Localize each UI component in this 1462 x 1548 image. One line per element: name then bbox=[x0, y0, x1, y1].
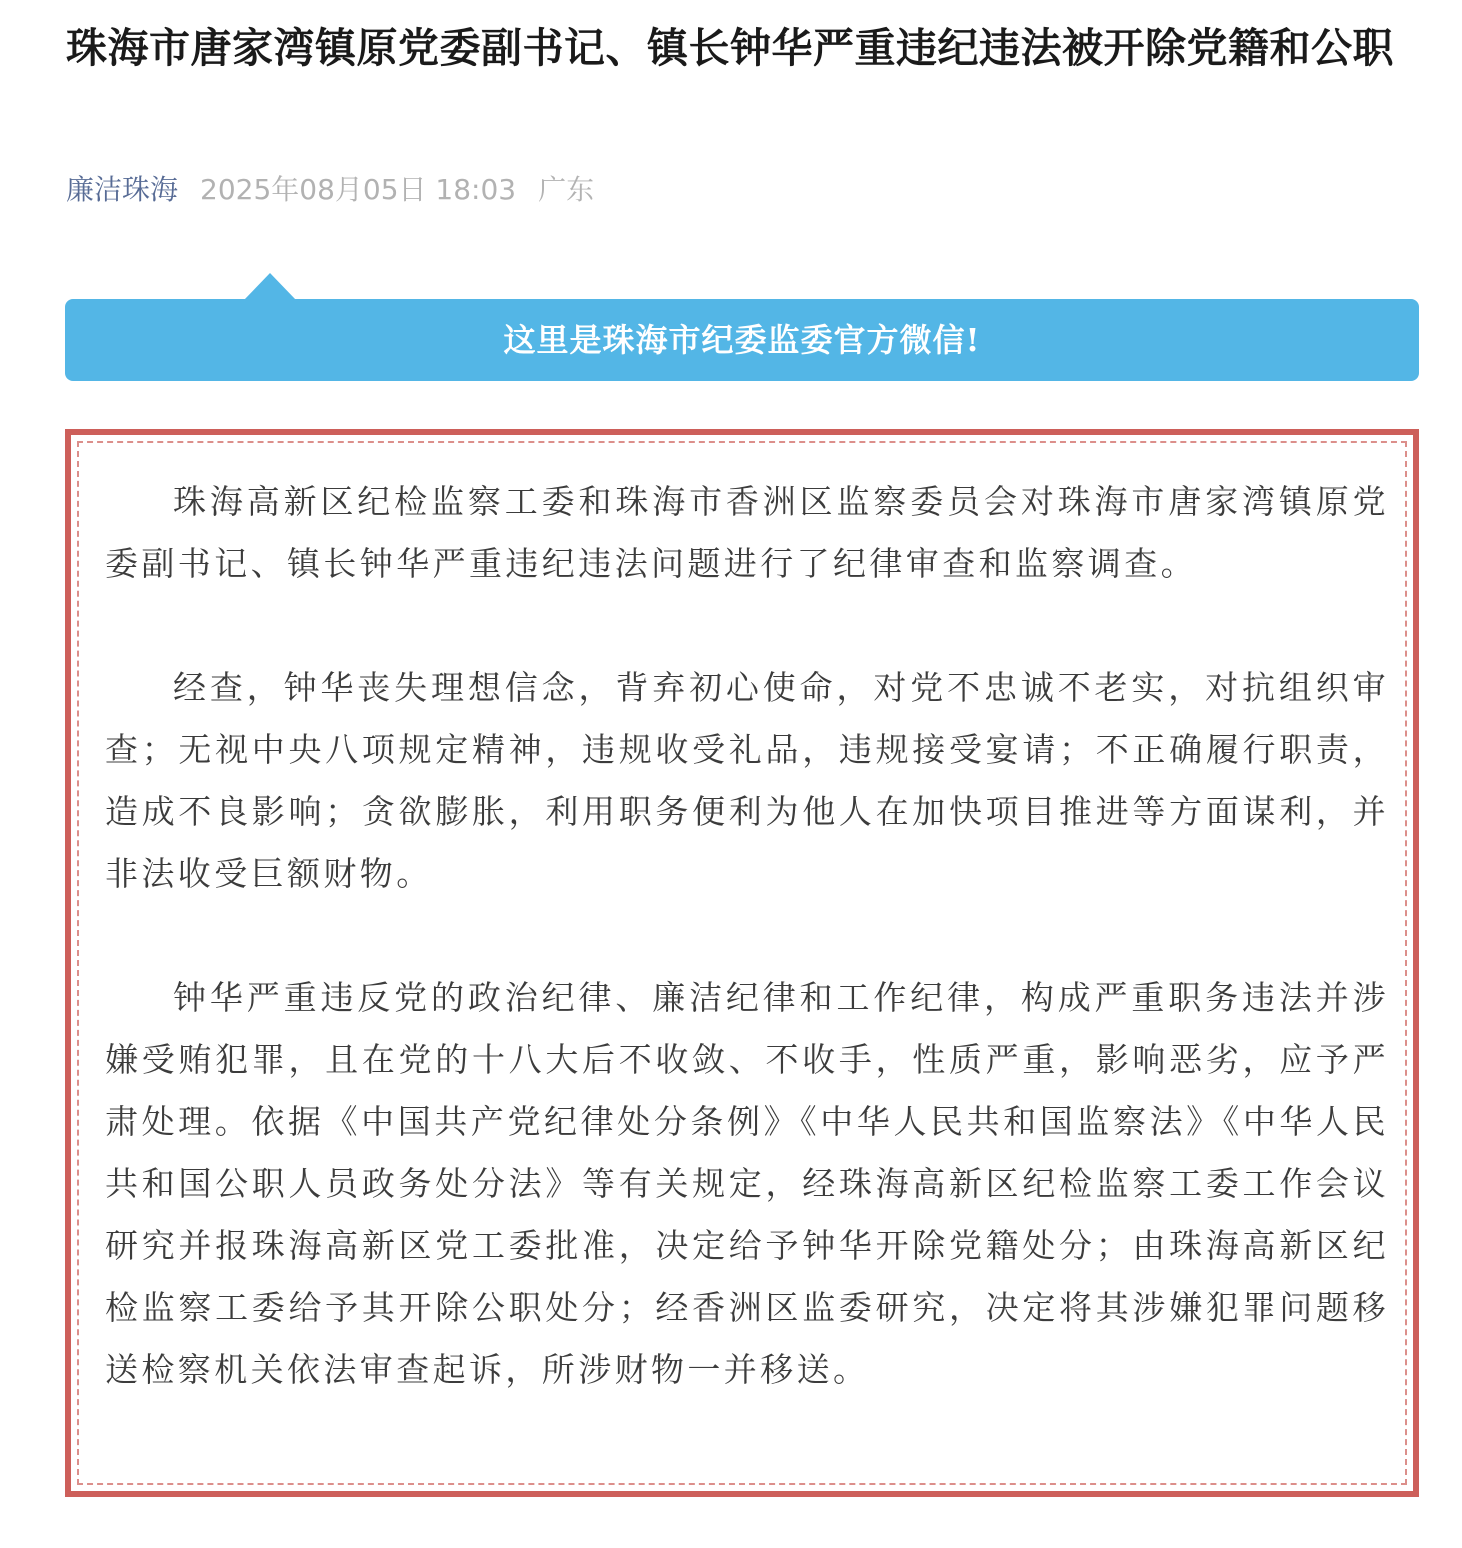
banner-text: 这里是珠海市纪委监委官方微信! bbox=[503, 321, 981, 359]
banner-arrow-icon bbox=[244, 273, 296, 300]
author-link[interactable]: 廉洁珠海 bbox=[66, 173, 179, 206]
paragraph: 珠海高新区纪检监察工委和珠海市香洲区监察委员会对珠海市唐家湾镇原党委副书记、镇长钟华严重违纪违法问题进行了纪律审查和监察调查。 bbox=[105, 482, 1389, 583]
article-meta bbox=[66, 170, 594, 210]
article-body bbox=[105, 471, 1389, 1463]
article-title: 珠海市唐家湾镇原党委副书记、镇长钟华严重违纪违法被开除党籍和公职 bbox=[66, 24, 1394, 72]
publish-location: 广东 bbox=[538, 173, 595, 206]
welcome-banner bbox=[65, 299, 1419, 381]
article-body-frame bbox=[65, 429, 1419, 1497]
paragraph: 经查，钟华丧失理想信念，背弃初心使命，对党不忠诚不老实，对抗组织审查；无视中央八项规定精神，违规收受礼品，违规接受宴请；不正确履行职责，造成不良影响；贪欲膨胀，利用职务便利为他人在加快项目推进等方面谋利，并非法收受巨额财物。 bbox=[105, 668, 1389, 893]
paragraph: 钟华严重违反党的政治纪律、廉洁纪律和工作纪律，构成严重职务违法并涉嫌受贿犯罪，且在党的十八大后不收敛、不收手，性质严重，影响恶劣，应予严肃处理。依据《中国共产党纪律处分条例》《中华人民共和国监察法》《中华人民共和国公职人员政务处分法》等有关规定，经珠海高新区纪检监察工委工作会议研究并报珠海高新区党工委批准，决定给予钟华开除党籍处分；由珠海高新区纪检监察工委给予其开除公职处分；经香洲区监委研究，决定将其涉嫌犯罪问题移送检察机关依法审查起诉，所涉财物一并移送。 bbox=[105, 978, 1389, 1389]
publish-date: 2025年08月05日 18:03 bbox=[200, 173, 517, 206]
